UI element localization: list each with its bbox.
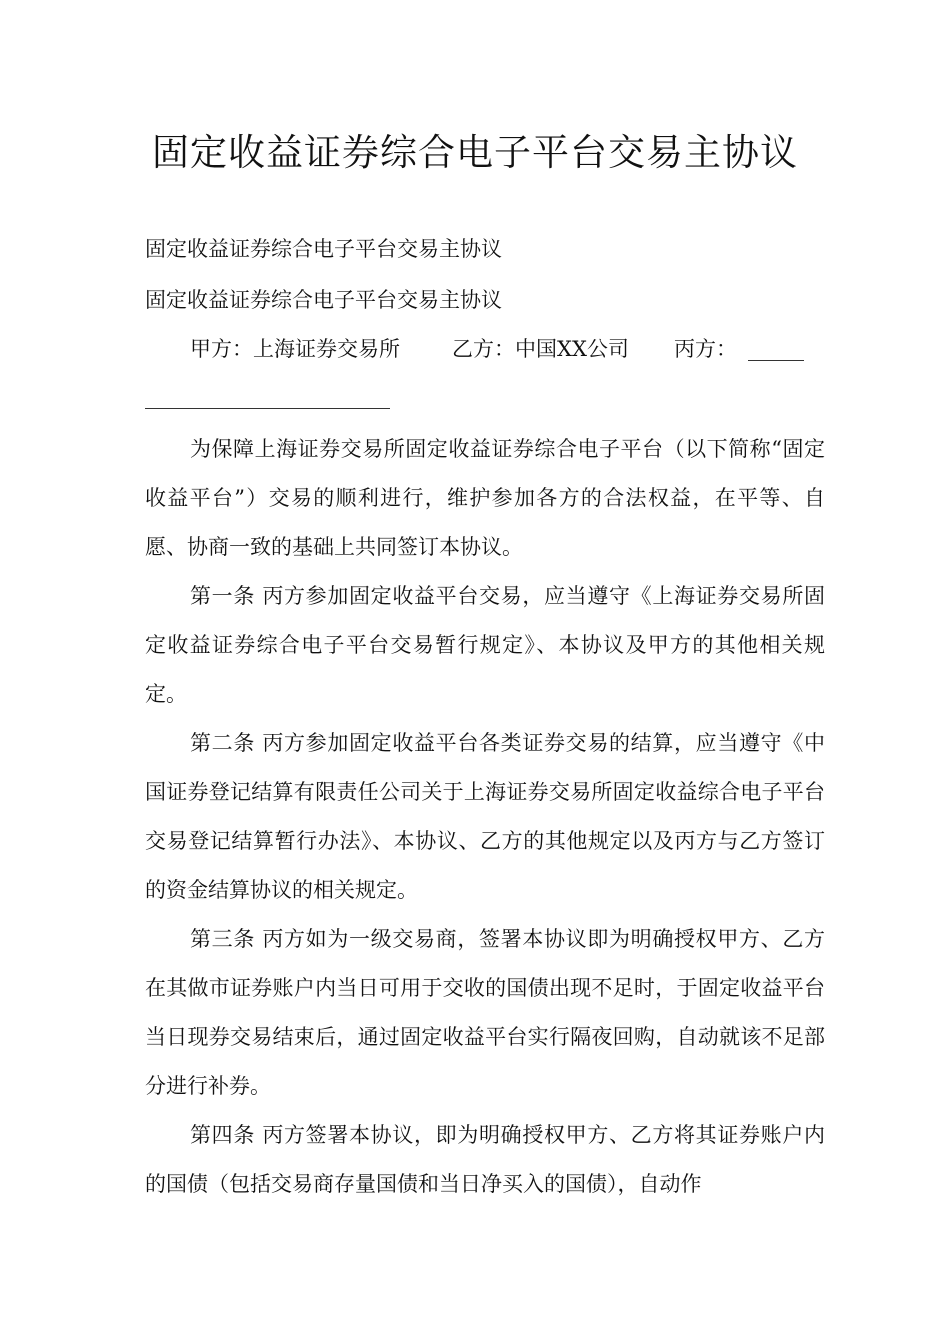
document-title: 固定收益证券综合电子平台交易主协议 xyxy=(152,131,798,174)
party-c-blank-line xyxy=(748,360,804,361)
article-4-paragraph: 第四条 丙方签署本协议，即为明确授权甲方、乙方将其证券账户内的国债（包括交易商存量国债和当日净买入的国债），自动作 xyxy=(145,1123,825,1196)
subtitle-line-2: 固定收益证券综合电子平台交易主协议 xyxy=(145,288,502,312)
party-b: 乙方：中国XX公司 xyxy=(452,337,629,361)
subtitle-line-1: 固定收益证券综合电子平台交易主协议 xyxy=(145,237,502,261)
parties-line xyxy=(190,334,810,368)
party-a: 甲方：上海证券交易所 xyxy=(190,337,400,361)
body-text xyxy=(145,425,825,1209)
article-1-paragraph: 第一条 丙方参加固定收益平台交易，应当遵守《上海证券交易所固定收益证券综合电子平台交易暂行规定》、本协议及甲方的其他相关规定。 xyxy=(145,584,825,706)
party-c: 丙方： xyxy=(674,337,737,361)
article-3-paragraph: 第三条 丙方如为一级交易商，签署本协议即为明确授权甲方、乙方在其做市证券账户内当日可用于交收的国债出现不足时，于固定收益平台当日现券交易结束后，通过固定收益平台实行隔夜回购，自动就该不足部分进行补券。 xyxy=(145,927,825,1098)
party-c-blank-continuation xyxy=(145,408,390,409)
article-2-paragraph: 第二条 丙方参加固定收益平台各类证券交易的结算，应当遵守《中国证券登记结算有限责任公司关于上海证券交易所固定收益综合电子平台交易登记结算暂行办法》、本协议、乙方的其他规定以及丙方与乙方签订的资金结算协议的相关规定。 xyxy=(145,731,825,902)
preamble-paragraph: 为保障上海证券交易所固定收益证券综合电子平台（以下简称“固定收益平台”）交易的顺利进行，维护参加各方的合法权益，在平等、自愿、协商一致的基础上共同签订本协议。 xyxy=(145,437,825,559)
